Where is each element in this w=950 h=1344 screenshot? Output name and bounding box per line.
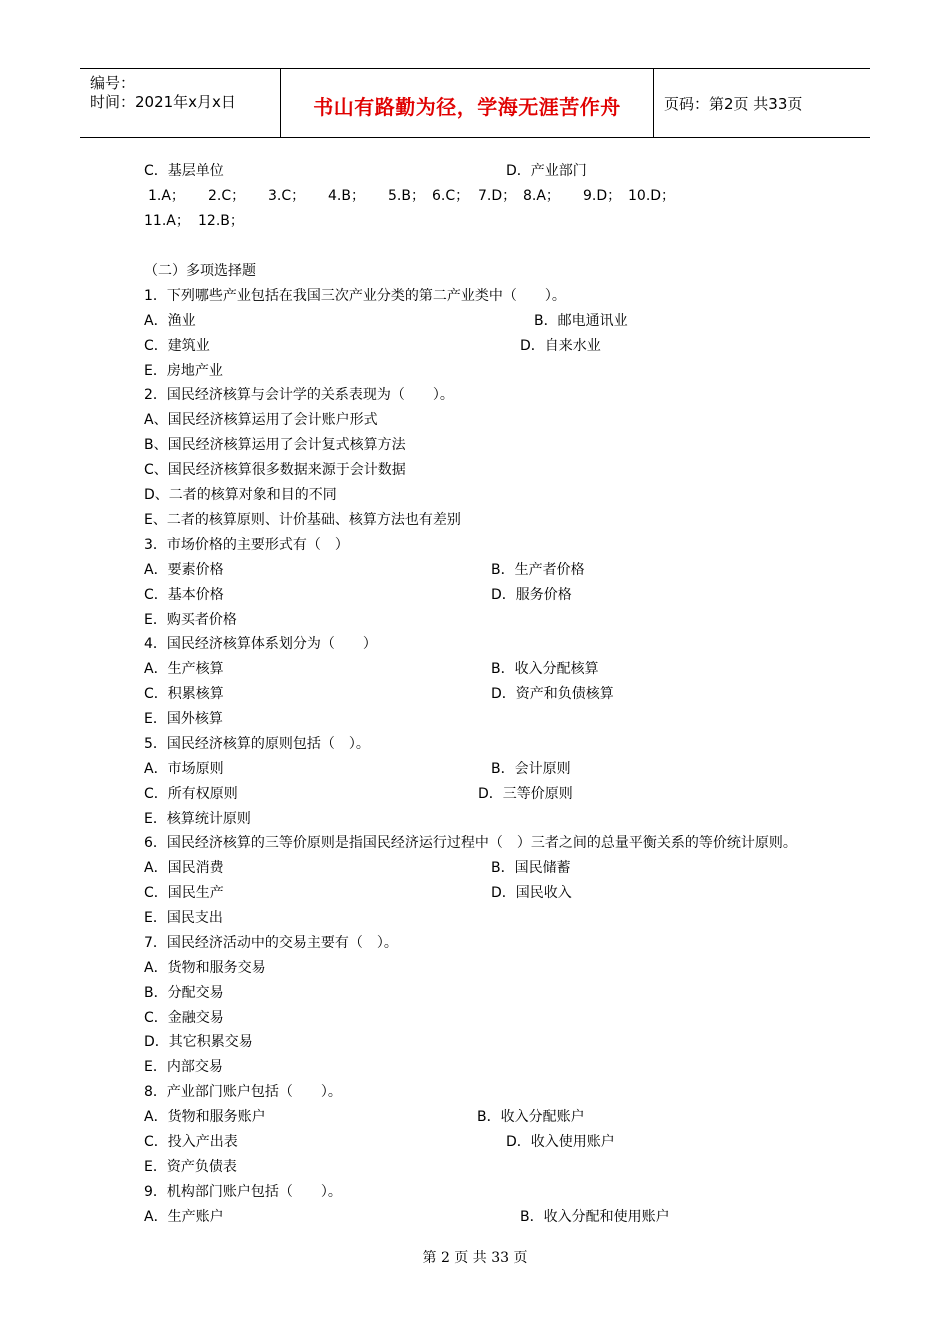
question-stem: 8．产业部门账户包括（ ）。 xyxy=(144,1084,342,1100)
serial-label: 编号： xyxy=(90,74,136,92)
question-stem: 6．国民经济核算的三等价原则是指国民经济运行过程中（ ）三者之间的总量平衡关系的等价统计原则。 xyxy=(144,835,797,851)
option-text: E．内部交易 xyxy=(144,1059,223,1075)
option-text: B．国民储蓄 xyxy=(491,860,571,876)
option-text: B．会计原则 xyxy=(491,761,571,777)
option-text: E．购买者价格 xyxy=(144,612,237,628)
question-stem: 1．下列哪些产业包括在我国三次产业分类的第二产业类中（ ）。 xyxy=(144,288,566,304)
option-text: C、国民经济核算很多数据来源于会计数据 xyxy=(144,462,406,478)
header-left-cell xyxy=(80,69,281,137)
option-text: E、二者的核算原则、计价基础、核算方法也有差别 xyxy=(144,512,461,528)
section-title: （二）多项选择题 xyxy=(144,263,256,279)
option-text: D．国民收入 xyxy=(491,885,572,901)
page-info: 页码：第2页 共33页 xyxy=(664,95,803,113)
option-text: B、国民经济核算运用了会计复式核算方法 xyxy=(144,437,406,453)
option-text: A．货物和服务账户 xyxy=(144,1109,266,1125)
option-text: E．国外核算 xyxy=(144,711,223,727)
answer-item: 11.A； xyxy=(144,213,190,229)
option-text: A．要素价格 xyxy=(144,562,224,578)
option-text: B．收入分配和使用账户 xyxy=(520,1209,670,1225)
answer-item: 12.B； xyxy=(198,213,244,229)
option-text: C．基层单位 xyxy=(144,163,224,179)
option-text: E．房地产业 xyxy=(144,363,223,379)
option-text: C．基本价格 xyxy=(144,587,224,603)
option-text: E．国民支出 xyxy=(144,910,223,926)
option-text: D．服务价格 xyxy=(491,587,572,603)
option-text: A．生产核算 xyxy=(144,661,224,677)
option-text: D、二者的核算对象和目的不同 xyxy=(144,487,337,503)
option-text: C．投入产出表 xyxy=(144,1134,238,1150)
option-text: D．三等价原则 xyxy=(478,786,573,802)
option-text: B．收入分配核算 xyxy=(491,661,599,677)
question-stem: 9．机构部门账户包括（ ）。 xyxy=(144,1184,342,1200)
option-text: D．自来水业 xyxy=(520,338,601,354)
answer-item: 9.D； xyxy=(583,188,622,204)
option-text: D．资产和负债核算 xyxy=(491,686,614,702)
option-text: C．积累核算 xyxy=(144,686,224,702)
option-text: E．资产负债表 xyxy=(144,1159,237,1175)
page-header xyxy=(80,68,870,138)
time-label: 时间：2021年x月x日 xyxy=(90,93,236,111)
option-text: A．货物和服务交易 xyxy=(144,960,266,976)
answer-item: 2.C； xyxy=(208,188,246,204)
option-text: C．国民生产 xyxy=(144,885,224,901)
answer-item: 4.B； xyxy=(328,188,365,204)
option-text: A．市场原则 xyxy=(144,761,224,777)
option-text: E．核算统计原则 xyxy=(144,811,251,827)
option-text: A．国民消费 xyxy=(144,860,224,876)
option-text: B．邮电通讯业 xyxy=(534,313,628,329)
option-text: B．生产者价格 xyxy=(491,562,585,578)
question-stem: 7．国民经济活动中的交易主要有（ ）。 xyxy=(144,935,398,951)
answer-item: 10.D； xyxy=(628,188,676,204)
answer-item: 3.C； xyxy=(268,188,306,204)
option-text: A．渔业 xyxy=(144,313,196,329)
option-text: B．分配交易 xyxy=(144,985,224,1001)
answer-item: 7.D； xyxy=(478,188,517,204)
option-text: A、国民经济核算运用了会计账户形式 xyxy=(144,412,378,428)
option-text: A．生产账户 xyxy=(144,1209,224,1225)
option-text: D．收入使用账户 xyxy=(506,1134,615,1150)
page-footer: 第 2 页 共 33 页 xyxy=(422,1250,528,1266)
answer-item: 1.A； xyxy=(148,188,185,204)
header-middle-cell xyxy=(281,69,654,137)
answer-item: 6.C； xyxy=(432,188,470,204)
question-stem: 4．国民经济核算体系划分为（ ） xyxy=(144,636,377,652)
option-text: D．产业部门 xyxy=(506,163,587,179)
answer-item: 5.B； xyxy=(388,188,425,204)
answer-item: 8.A； xyxy=(523,188,560,204)
option-text: C．金融交易 xyxy=(144,1010,224,1026)
option-text: C．所有权原则 xyxy=(144,786,238,802)
question-stem: 5．国民经济核算的原则包括（ ）。 xyxy=(144,736,370,752)
question-stem: 3．市场价格的主要形式有（ ） xyxy=(144,537,349,553)
question-stem: 2．国民经济核算与会计学的关系表现为（ ）。 xyxy=(144,387,454,403)
option-text: C．建筑业 xyxy=(144,338,210,354)
header-right-cell xyxy=(654,69,870,137)
option-text: B．收入分配账户 xyxy=(477,1109,585,1125)
motto: 书山有路勤为径，学海无涯苦作舟 xyxy=(313,95,621,119)
option-text: D．其它积累交易 xyxy=(144,1034,253,1050)
